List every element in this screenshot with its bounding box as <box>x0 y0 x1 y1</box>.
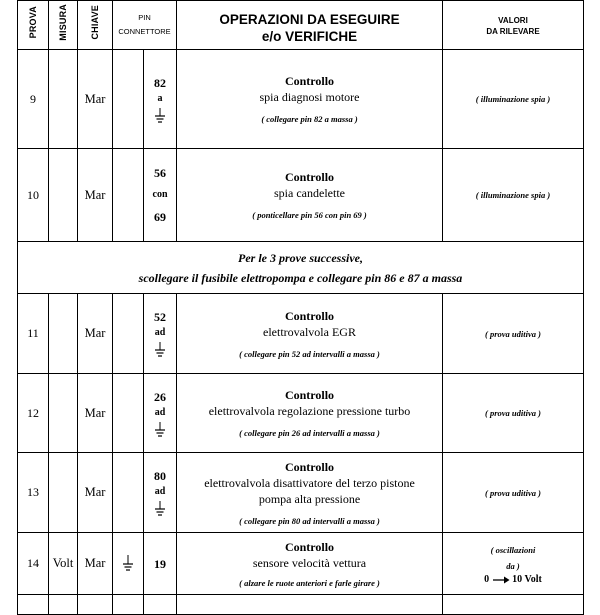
col-chiave-header: CHIAVE <box>78 1 113 50</box>
test-number: 14 <box>18 533 49 595</box>
value-cell: ( illuminazione spia ) <box>443 149 584 242</box>
pin-aux-cell <box>113 149 144 242</box>
ground-icon <box>154 422 166 438</box>
measure-cell <box>49 374 78 453</box>
pin-cell: 26 ad <box>144 374 177 453</box>
key-position: Mar <box>78 50 113 149</box>
table-row <box>18 374 584 453</box>
measure-cell: Volt <box>49 533 78 595</box>
test-number: 10 <box>18 149 49 242</box>
test-number: 9 <box>18 50 49 149</box>
pin-cell: 82 a <box>144 50 177 149</box>
test-table <box>17 0 584 615</box>
col-values-header: VALORI DA RILEVARE <box>443 1 584 50</box>
measure-cell <box>49 50 78 149</box>
ground-icon <box>154 501 166 517</box>
measure-cell <box>49 453 78 533</box>
banner-row <box>18 242 584 294</box>
pin-aux-cell <box>113 374 144 453</box>
table-row <box>18 50 584 149</box>
operation-cell: Controllo spia candelette ( ponticellare pin 56 con pin 69 ) <box>177 149 443 242</box>
key-position: Mar <box>78 149 113 242</box>
key-position: Mar <box>78 453 113 533</box>
test-number: 12 <box>18 374 49 453</box>
banner-note: Per le 3 prove successive, scollegare il fusibile elettropompa e collegare pin 86 e 87 a massa <box>18 242 584 294</box>
pin-cell: 56 con 69 <box>144 149 177 242</box>
table-row <box>18 533 584 595</box>
pin-cell: 19 <box>144 533 177 595</box>
col-misura-header: MISURA <box>49 1 78 50</box>
pin-aux-cell <box>113 50 144 149</box>
pin-cell: 80 ad <box>144 453 177 533</box>
key-position: Mar <box>78 294 113 374</box>
key-position: Mar <box>78 374 113 453</box>
pin-aux-cell <box>113 294 144 374</box>
col-operations-header: OPERAZIONI DA ESEGUIRE e/o VERIFICHE <box>177 1 443 50</box>
pin-cell: 52 ad <box>144 294 177 374</box>
col-pin-header: PIN CONNETTORE <box>113 1 177 50</box>
value-cell: ( prova uditiva ) <box>443 294 584 374</box>
operation-cell: Controllo elettrovalvola regolazione pressione turbo ( collegare pin 26 ad intervalli a massa ) <box>177 374 443 453</box>
value-cell: ( illuminazione spia ) <box>443 50 584 149</box>
value-cell: ( prova uditiva ) <box>443 374 584 453</box>
value-cell: ( prova uditiva ) <box>443 453 584 533</box>
pin-aux-cell <box>113 453 144 533</box>
key-position: Mar <box>78 533 113 595</box>
col-prova-header: PROVA <box>18 1 49 50</box>
table-row <box>18 294 584 374</box>
test-number: 13 <box>18 453 49 533</box>
measure-cell <box>49 294 78 374</box>
ground-icon <box>122 555 134 573</box>
pin-aux-cell <box>113 533 144 595</box>
ground-icon <box>154 108 166 124</box>
value-range: 0 10 Volt <box>484 574 542 585</box>
operation-cell: Controllo spia diagnosi motore ( collegare pin 82 a massa ) <box>177 50 443 149</box>
table-row <box>18 149 584 242</box>
header-row <box>18 1 584 50</box>
operation-cell: Controllo elettrovalvola disattivatore del terzo pistone pompa alta pressione ( collegare pin 80 ad intervalli a massa ) <box>177 453 443 533</box>
right-arrow-icon <box>492 576 510 584</box>
table-row <box>18 453 584 533</box>
table-row-partial <box>18 595 584 615</box>
measure-cell <box>49 149 78 242</box>
value-cell: ( oscillazioni da ) 0 10 Volt <box>443 533 584 595</box>
operation-cell: Controllo elettrovalvola EGR ( collegare pin 52 ad intervalli a massa ) <box>177 294 443 374</box>
operation-cell: Controllo sensore velocità vettura ( alzare le ruote anteriori e farle girare ) <box>177 533 443 595</box>
ground-icon <box>154 342 166 358</box>
test-number: 11 <box>18 294 49 374</box>
